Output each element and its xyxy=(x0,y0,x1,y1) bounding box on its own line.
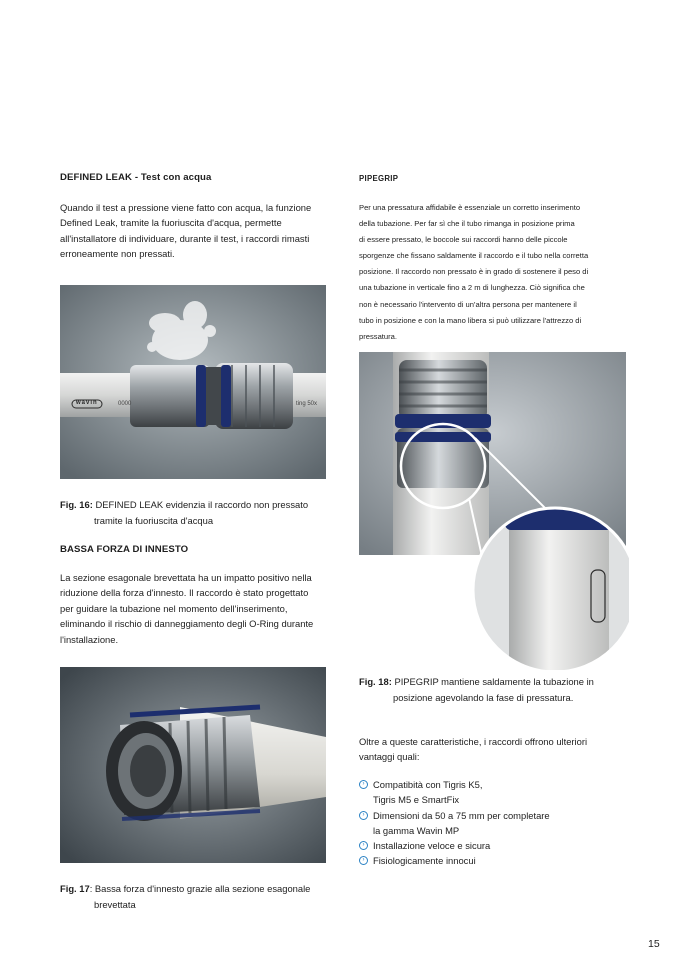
paragraph-line: posizione. Il raccordo non pressato è in grado di sostenere il peso di xyxy=(359,267,589,277)
paragraph-line: per guidare la tubazione nel momento dell'inserimento, xyxy=(60,602,288,614)
bassa-forza-paragraph xyxy=(60,570,326,647)
fig18-text-line2: posizione agevolando la fase di pressatura. xyxy=(393,691,574,703)
list-item-line2: la gamma Wavin MP xyxy=(373,824,460,836)
list-item xyxy=(359,777,621,808)
fig18-text-line1: PIPEGRIP mantiene saldamente la tubazione in xyxy=(394,676,594,687)
fig17-photo xyxy=(60,667,326,863)
paragraph-line: della tubazione. Per far sì che il tubo rimanga in posizione prima xyxy=(359,219,575,229)
section-title-bassa-forza: BASSA FORZA DI INNESTO xyxy=(60,544,189,555)
list-item xyxy=(359,808,621,839)
fig16-label: Fig. 16: xyxy=(60,499,93,510)
fig16-photo xyxy=(60,285,326,479)
paragraph-line: riduzione della forza d'innesto. Il raccordo è stato progettato xyxy=(60,587,309,599)
paragraph-line: La sezione esagonale brevettata ha un impatto positivo nella xyxy=(60,572,312,583)
list-item xyxy=(359,853,621,868)
fig18-photo xyxy=(359,352,629,670)
fig16-text-line2: tramite la fuoriuscita d'acqua xyxy=(94,514,214,526)
chevron-right-circle-icon: › xyxy=(359,811,368,820)
fig16-caption xyxy=(60,497,330,528)
brand-print: wavin xyxy=(76,400,98,406)
paragraph-line: Defined Leak, tramite la fuoriuscita d'acqua, permette xyxy=(60,217,282,229)
fig18-label: Fig. 18: xyxy=(359,676,392,687)
intro-line: Oltre a queste caratteristiche, i raccordi offrono ulteriori xyxy=(359,736,588,747)
list-item-line1: Fisiologicamente innocui xyxy=(373,855,476,867)
paragraph-line: erroneamente non pressati. xyxy=(60,248,175,260)
paragraph-line: all'installatore di individuare, durante il test, i raccordi rimasti xyxy=(60,232,310,244)
list-item xyxy=(359,838,621,853)
paragraph-line: Per una pressatura affidabile è essenziale un corretto inserimento xyxy=(359,203,581,212)
page-number: 15 xyxy=(648,938,660,950)
paragraph-line: sporgenze che fissano saldamente il raccordo e il tubo nella corretta xyxy=(359,251,589,261)
advantages-list xyxy=(359,777,621,869)
paragraph-line: eliminando il rischio di danneggiamento degli O-Ring durante xyxy=(60,618,314,630)
fig17-text-line1: : Bassa forza d'innesto grazie alla sezione esagonale xyxy=(89,883,311,894)
pipegrip-paragraph xyxy=(359,200,620,345)
list-item-line1: Installazione veloce e sicura xyxy=(373,840,491,852)
paragraph-line: pressatura. xyxy=(359,331,397,341)
pipe-print-right: ting 50x xyxy=(296,401,318,407)
paragraph-line: non è necessario l'intervento di un'altra persona per mantenere il xyxy=(359,299,577,309)
list-item-line1: Dimensioni da 50 a 75 mm per completare xyxy=(373,809,550,821)
chevron-right-circle-icon: › xyxy=(359,780,368,789)
list-item-line1: Compatibità con Tigris K5, xyxy=(373,779,483,790)
advantages-intro xyxy=(359,734,621,765)
list-item-line2: Tigris M5 e SmartFix xyxy=(373,794,460,806)
fig17-label: Fig. 17 xyxy=(60,883,90,894)
paragraph-line: tubo in posizione e con la mano libera si può utilizzare l'attrezzo di xyxy=(359,315,582,325)
paragraph-line: una tubazione in verticale fino a 2 m di lunghezza. Ciò significa che xyxy=(359,283,585,293)
chevron-right-circle-icon: › xyxy=(359,841,368,850)
section-title-defined-leak: DEFINED LEAK - Test con acqua xyxy=(60,172,212,183)
paragraph-line: Quando il test a pressione viene fatto con acqua, la funzione xyxy=(60,202,312,213)
chevron-right-circle-icon: › xyxy=(359,856,368,865)
fig17-text-line2: brevettata xyxy=(94,898,136,910)
paragraph-line: di essere pressato, le boccole sui raccordi hanno delle piccole xyxy=(359,235,568,245)
intro-line: vantaggi quali: xyxy=(359,751,420,763)
fig16-text-line1: DEFINED LEAK evidenzia il raccordo non pressato xyxy=(95,499,309,510)
pipe-print-left: 0000 xyxy=(118,401,132,407)
paragraph-line: l'installazione. xyxy=(60,633,119,645)
fig17-caption xyxy=(60,881,340,912)
defined-leak-paragraph xyxy=(60,200,326,262)
section-title-pipegrip: PIPEGRIP xyxy=(359,174,399,183)
fig18-caption xyxy=(359,674,629,705)
